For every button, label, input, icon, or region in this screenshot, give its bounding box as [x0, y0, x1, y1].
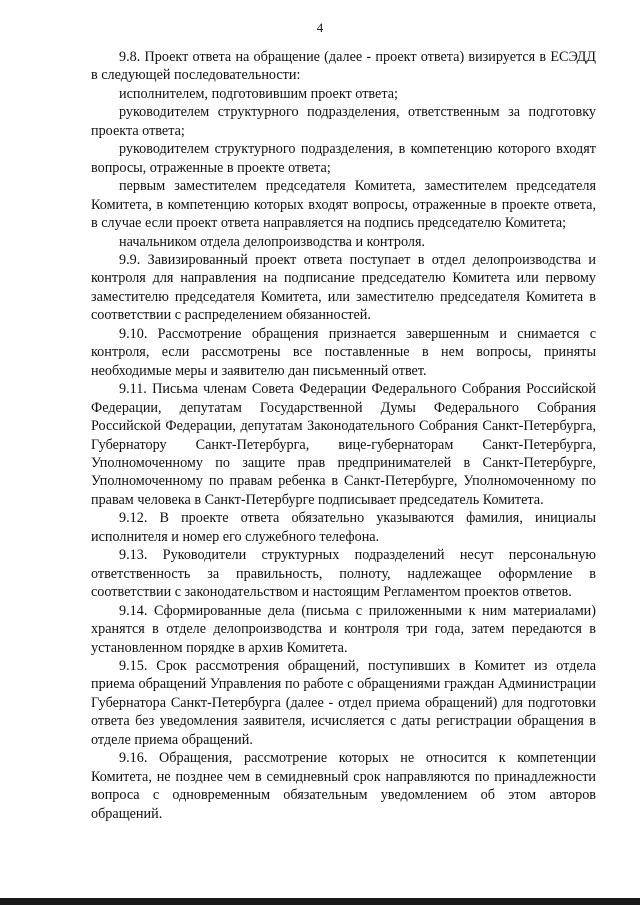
list-item-records-head: начальником отдела делопроизводства и контроля.	[119, 233, 426, 250]
list-item-deputy-chairmen: первым заместителем председателя Комитета, заместителем председателя Комитета, в компетенцию которых входят вопросы, отраженные в проекте ответа, в случае если проект ответа направляется на подпись председателю Комитета;	[91, 178, 596, 232]
paragraph-9-12: 9.12. В проекте ответа обязательно указываются фамилия, инициалы исполнителя и номер его служебного телефона.	[91, 510, 596, 545]
paragraph-9-15: 9.15. Срок рассмотрения обращений, поступивших в Комитет из отдела приема обращений Управления по работе с обращениями граждан Администрации Губернатора Санкт-Петербурга (далее - отдел приема обращений) для подготовки ответа без уведомления заявителя, исчисляется с даты регистрации обращения в отделе приема обращений.	[91, 657, 596, 748]
paragraph-9-11: 9.11. Письма членам Совета Федерации Федерального Собрания Российской Федерации, депутатам Государственной Думы Федерального Собрания Российской Федерации, депутатам Законодательного Собрания Санкт-Петербурга, Губернатору Санкт-Петербурга, вице-губернаторам Санкт-Петербурга, Уполномоченному по защите прав предпринимателей в Санкт-Петербурге, Уполномоченному по правам ребенка в Санкт-Петербурге, Уполномоченному по правам человека в Санкт-Петербурге подписывает председатель Комитета.	[91, 381, 596, 508]
paragraph-9-9: 9.9. Завизированный проект ответа поступает в отдел делопроизводства и контроля для направления на подписание председателю Комитета или первому заместителю председателя Комитета, или заместителю председателя Комитета в соответствии с распределением обязанностей.	[91, 251, 596, 324]
paragraph-9-14: 9.14. Сформированные дела (письма с приложенными к ним материалами) хранятся в отделе делопроизводства и контроля три года, затем передаются в установленном порядке в архив Комитета.	[91, 602, 596, 656]
scan-edge-bar	[0, 898, 640, 905]
document-body	[91, 48, 596, 823]
paragraph-9-10: 9.10. Рассмотрение обращения признается завершенным и снимается с контроля, если рассмотрены все поставленные в нем вопросы, приняты необходимые меры и заявителю дан письменный ответ.	[91, 325, 596, 379]
list-item-unit-head-competent: руководителем структурного подразделения, в компетенцию которого входят вопросы, отраженные в проекте ответа;	[91, 141, 596, 176]
list-item-executor: исполнителем, подготовившим проект ответа;	[119, 85, 398, 102]
page-number: 4	[316, 20, 324, 35]
paragraph-9-13: 9.13. Руководители структурных подразделений несут персональную ответственность за правильность, полноту, надлежащее оформление в соответствии с законодательством и настоящим Регламентом проектов ответов.	[91, 547, 596, 601]
list-item-unit-head-responsible: руководителем структурного подразделения, ответственным за подготовку проекта ответа;	[91, 104, 596, 139]
paragraph-9-8: 9.8. Проект ответа на обращение (далее - проект ответа) визируется в ЕСЭДД в следующей последовательности:	[91, 49, 596, 84]
paragraph-9-16: 9.16. Обращения, рассмотрение которых не относится к компетенции Комитета, не позднее чем в семидневный срок направляются по принадлежности вопроса с одновременным обязательным уведомлением об этом авторов обращений.	[91, 750, 596, 822]
